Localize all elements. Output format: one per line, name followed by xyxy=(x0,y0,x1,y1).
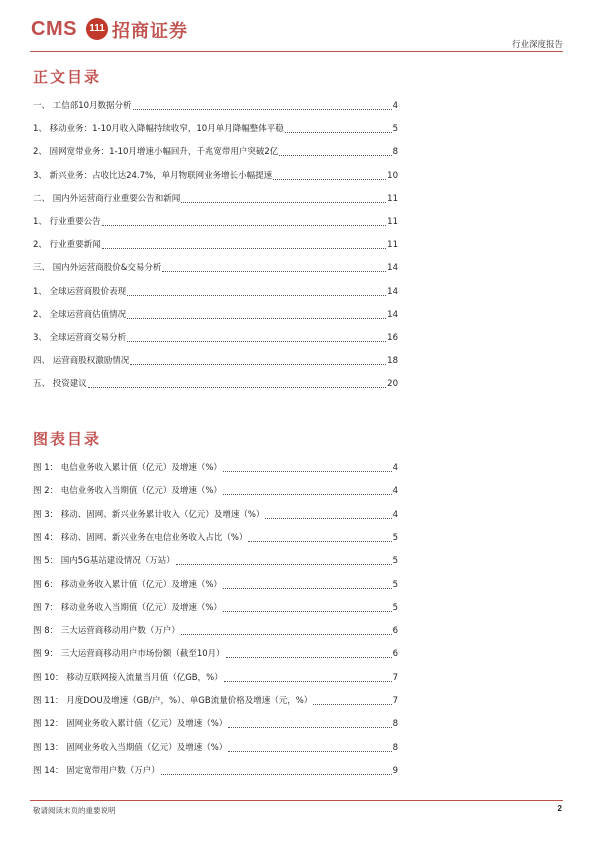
toc-dot-leader xyxy=(273,179,386,180)
toc-dot-leader xyxy=(161,774,392,775)
toc-entry-label: 二、 国内外运营商行业重要公告和新闻 xyxy=(33,193,181,204)
toc-entry-page: 8 xyxy=(392,147,398,158)
toc-dot-leader xyxy=(181,202,386,203)
toc-entry-label: 图 1： 电信业务收入累计值（亿元）及增速（%） xyxy=(33,463,222,473)
toc-entry[interactable] xyxy=(33,553,398,567)
toc-entry-label: 图 11： 月度DOU及增速（GB/户，%）、单GB流量价格及增速（元，%） xyxy=(33,696,313,706)
toc-entry-page: 5 xyxy=(392,532,398,543)
toc-entry-page: 14 xyxy=(387,263,398,274)
toc-entry[interactable] xyxy=(33,693,398,707)
toc-entry-label: 四、 运营商股权激励情况 xyxy=(33,356,130,367)
toc-entry[interactable] xyxy=(33,716,398,730)
brand-logo-text: CMS xyxy=(31,18,77,40)
toc-entry[interactable] xyxy=(33,763,398,777)
toc-entry[interactable] xyxy=(33,577,398,591)
toc-dot-leader xyxy=(265,518,391,519)
toc-entry-label: 图 5： 国内5G基站建设情况（万站） xyxy=(33,556,175,567)
toc-entry-label: 图 7： 移动业务收入当期值（亿元）及增速（%） xyxy=(33,602,222,613)
toc-entry-page: 18 xyxy=(387,356,398,367)
toc-entry[interactable] xyxy=(33,191,398,205)
toc-dot-leader xyxy=(181,634,392,635)
toc-entry[interactable] xyxy=(33,237,398,251)
toc-entry-page: 5 xyxy=(392,556,398,567)
toc-dot-leader xyxy=(162,271,386,272)
toc-entry-page: 20 xyxy=(387,379,398,390)
toc-entry[interactable] xyxy=(33,483,398,497)
toc-entry-label: 图 8： 三大运营商移动用户数（万户） xyxy=(33,626,180,637)
toc-entry-label: 一、 工信部10月数据分析 xyxy=(33,101,132,111)
toc-entry-page: 8 xyxy=(392,742,398,753)
toc-dot-leader xyxy=(127,318,386,319)
figures-title: 图表目录 xyxy=(33,430,102,448)
toc-entry[interactable] xyxy=(33,600,398,614)
toc-entry-page: 16 xyxy=(387,333,398,343)
toc-dot-leader xyxy=(279,155,391,156)
toc-entry[interactable] xyxy=(33,214,398,228)
toc-dot-leader xyxy=(228,727,391,728)
toc-entry-label: 图 4： 移动、固网、新兴业务在电信业务收入占比（%） xyxy=(33,532,248,543)
toc-entry-page: 6 xyxy=(392,626,398,637)
toc-dot-leader xyxy=(102,225,387,226)
toc-dot-leader xyxy=(130,364,386,365)
header-divider xyxy=(30,51,563,52)
report-type-label: 行业深度报告 xyxy=(511,40,563,50)
disclaimer-note: 敬请阅读末页的重要说明 xyxy=(33,806,116,815)
toc-entry-label: 图 9： 三大运营商移动用户市场份额（截至10月） xyxy=(33,649,225,660)
toc-entry-label: 图 6： 移动业务收入累计值（亿元）及增速（%） xyxy=(33,579,222,590)
toc-entry-page: 7 xyxy=(392,696,398,706)
toc-dot-leader xyxy=(102,248,387,249)
toc-entry-page: 5 xyxy=(392,124,398,135)
toc-dot-leader xyxy=(176,564,392,565)
toc-entry-label: 2、 固网宽带业务：1-10月增速小幅回升，千兆宽带用户突破2亿 xyxy=(33,147,279,158)
toc-entry-page: 4 xyxy=(392,509,398,520)
toc-entry-page: 14 xyxy=(387,309,398,320)
toc-dot-leader xyxy=(224,681,392,682)
toc-entry-page: 11 xyxy=(387,240,398,251)
toc-entry[interactable] xyxy=(33,376,398,390)
toc-dot-leader xyxy=(223,494,392,495)
toc-entry-page: 5 xyxy=(392,579,398,590)
toc-entry-label: 图 10： 移动互联网接入流量当月值（亿GB，%） xyxy=(33,672,223,683)
toc-entry[interactable] xyxy=(33,121,398,135)
page-header xyxy=(0,0,595,52)
toc-entry[interactable] xyxy=(33,307,398,321)
toc-dot-leader xyxy=(223,588,392,589)
toc-entry-page: 4 xyxy=(392,101,398,111)
toc-entry-page: 9 xyxy=(392,765,398,776)
toc-entry[interactable] xyxy=(33,260,398,274)
toc-entry-page: 11 xyxy=(387,193,398,204)
toc-dot-leader xyxy=(248,541,391,542)
toc-entry[interactable] xyxy=(33,507,398,521)
toc-dot-leader xyxy=(313,704,391,705)
toc-entry-label: 2、 行业重要新闻 xyxy=(33,240,101,251)
toc-dot-leader xyxy=(228,751,391,752)
toc-entry-page: 7 xyxy=(392,672,398,683)
toc-entry-page: 6 xyxy=(392,649,398,660)
toc-entry-label: 1、 全球运营商股价表现 xyxy=(33,286,127,297)
toc-entry-label: 3、 新兴业务：占收比达24.7%，单月物联网业务增长小幅提速 xyxy=(33,170,273,181)
toc-dot-leader xyxy=(127,295,386,296)
toc-entry[interactable] xyxy=(33,284,398,298)
toc-entry-page: 5 xyxy=(392,602,398,613)
toc-entry-page: 4 xyxy=(392,463,398,473)
toc-entry-page: 8 xyxy=(392,719,398,730)
toc-dot-leader xyxy=(133,109,392,110)
toc-entry-page: 10 xyxy=(387,170,398,181)
toc-entry-page: 4 xyxy=(392,486,398,497)
toc-entry-label: 3、 全球运营商交易分析 xyxy=(33,333,127,343)
toc-entry-label: 图 2： 电信业务收入当期值（亿元）及增速（%） xyxy=(33,486,222,497)
toc-entry-label: 三、 国内外运营商股价&交易分析 xyxy=(33,263,162,274)
toc-entry[interactable] xyxy=(33,98,398,112)
toc-entry-label: 图 12： 固网业务收入累计值（亿元）及增速（%） xyxy=(33,719,228,730)
toc-entry-label: 2、 全球运营商估值情况 xyxy=(33,309,127,320)
page-number: 2 xyxy=(557,804,562,813)
toc-entry-label: 图 3： 移动、固网、新兴业务累计收入（亿元）及增速（%） xyxy=(33,509,265,520)
toc-entry[interactable] xyxy=(33,623,398,637)
contents-title: 正文目录 xyxy=(33,68,102,86)
toc-entry-label: 图 13： 固网业务收入当期值（亿元）及增速（%） xyxy=(33,742,228,753)
brand-emblem-icon: 111 xyxy=(86,18,108,40)
toc-entry-label: 五、 投资建议 xyxy=(33,379,87,390)
toc-dot-leader xyxy=(223,611,392,612)
toc-entry-label: 1、 移动业务：1-10月收入降幅持续收窄，10月单月降幅整体平稳 xyxy=(33,124,284,135)
toc-dot-leader xyxy=(223,471,392,472)
toc-dot-leader xyxy=(127,341,386,342)
toc-entry[interactable] xyxy=(33,670,398,684)
toc-entry[interactable] xyxy=(33,530,398,544)
toc-entry-label: 1、 行业重要公告 xyxy=(33,217,101,227)
toc-entry[interactable] xyxy=(33,168,398,182)
brand-name-cn: 招商证券 xyxy=(112,21,188,42)
toc-entry[interactable] xyxy=(33,144,398,158)
toc-dot-leader xyxy=(285,132,392,133)
toc-entry[interactable] xyxy=(33,740,398,754)
toc-dot-leader xyxy=(88,387,386,388)
footer-divider xyxy=(30,800,563,801)
toc-entry[interactable] xyxy=(33,353,398,367)
toc-entry-page: 14 xyxy=(387,286,398,297)
toc-entry[interactable] xyxy=(33,330,398,344)
toc-entry[interactable] xyxy=(33,646,398,660)
toc-dot-leader xyxy=(226,657,392,658)
toc-entry[interactable] xyxy=(33,460,398,474)
toc-entry-label: 图 14： 固定宽带用户数（万户） xyxy=(33,765,160,776)
toc-entry-page: 11 xyxy=(387,217,398,227)
